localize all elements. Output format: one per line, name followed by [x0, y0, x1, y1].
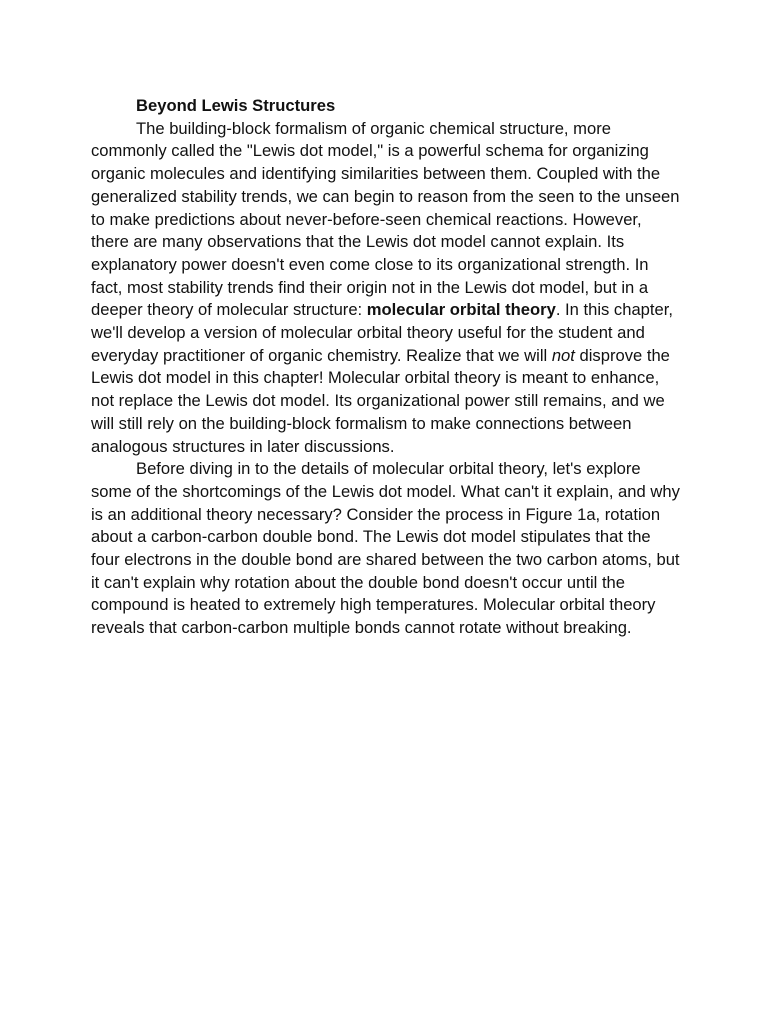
paragraph-2: Before diving in to the details of molecular orbital theory, let's explore some of the shortcomings of the Lewis dot model. What can't it explain, and why is an additional theory necessary? Consider the process in Figure 1a, rotation about a carbon-carbon double bond. The Lewis dot model stipulates that the four electrons in the double bond are shared between the two carbon atoms, but it can't explain why rotation about the double bond doesn't occur until the compound is heated to extremely high temperatures. Molecular orbital theory reveals that carbon-carbon multiple bonds cannot rotate without breaking.	[91, 459, 680, 638]
italic-word: not	[551, 345, 575, 365]
paragraph-1	[91, 118, 681, 459]
document-body	[91, 95, 681, 640]
section-title: Beyond Lewis Structures	[136, 96, 336, 115]
paragraph-1-text-b: . In this chapter, we'll develop a version of molecular orbital theory useful for the student and everyday practitioner of organic chemistry. Realize that we will	[91, 300, 673, 365]
bold-term: molecular orbital theory	[366, 300, 556, 320]
paragraph-1-text-c: disprove the Lewis dot model in this chapter! Molecular orbital theory is meant to enhance, not replace the Lewis dot model. Its organizational power still remains, and we will still rely on the building-block formalism to make connections between analogous structures in later discussions.	[91, 345, 670, 456]
paragraph-1-text-a: The building-block formalism of organic chemical structure, more commonly called the "Lewis dot model," is a powerful schema for organizing organic molecules and identifying similarities between them. Coupled with the generalized stability trends, we can begin to reason from the seen to the unseen to make predictions about never-before-seen chemical reactions. However, there are many observations that the Lewis dot model cannot explain. Its explanatory power doesn't even come close to its organizational strength. In fact, most stability trends find their origin not in the Lewis dot model, but in a deeper theory of molecular structure:	[91, 118, 680, 320]
